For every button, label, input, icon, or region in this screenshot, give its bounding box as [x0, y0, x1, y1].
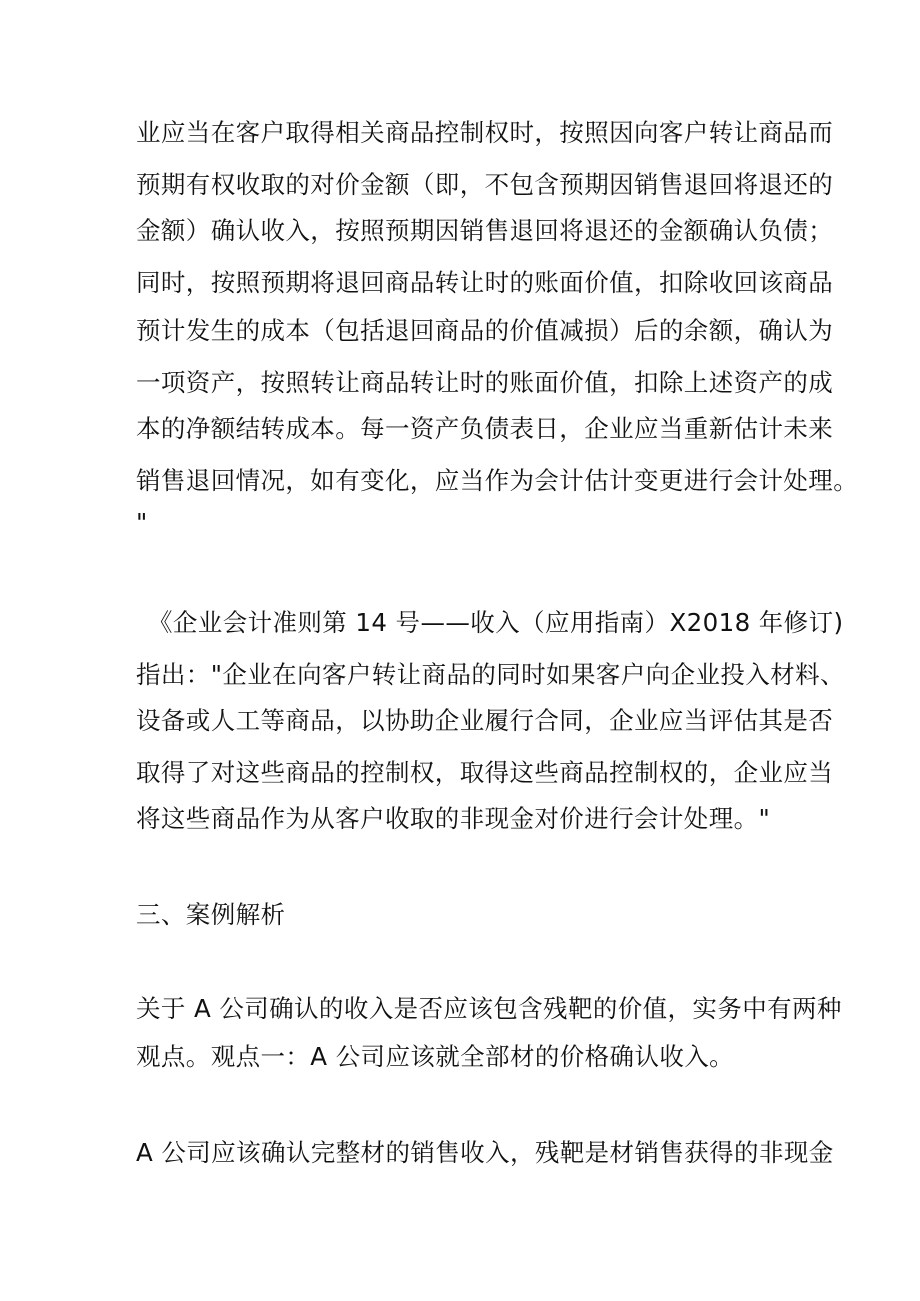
text-line: 预期有权收取的对价金额（即，不包含预期因销售退回将退还的 [136, 170, 834, 199]
text-line: 同时，按照预期将退回商品转让时的账面价值，扣除收回该商品 [136, 268, 834, 297]
text-line: 将这些商品作为从客户收取的非现金对价进行会计处理。" [136, 804, 771, 833]
section-heading: 三、案例解析 [136, 900, 286, 929]
text-line: 《企业会计准则第 14 号——收入（应用指南）X2018 年修订) [148, 608, 844, 637]
text-line: 关于 A 公司确认的收入是否应该包含残靶的价值，实务中有两种 [136, 994, 842, 1023]
text-line: 预计发生的成本（包括退回商品的价值减损）后的余额，确认为 [136, 316, 834, 345]
text-line: 金额）确认收入，按照预期因销售退回将退还的金额确认负债； [136, 216, 834, 245]
text-line: 销售退回情况，如有变化，应当作为会计估计变更进行会计处理。 [136, 466, 859, 495]
text-line: 指出："企业在向客户转让商品的同时如果客户向企业投入材料、 [136, 660, 845, 689]
text-line: " [136, 508, 148, 537]
text-line: A 公司应该确认完整材的销售收入，残靶是材销售获得的非现金 [136, 1138, 834, 1167]
text-line: 本的净额结转成本。每一资产负债表日，企业应当重新估计未来 [136, 414, 834, 443]
text-line: 观点。观点一：A 公司应该就全部材的价格确认收入。 [136, 1042, 735, 1071]
text-line: 设备或人工等商品，以协助企业履行合同，企业应当评估其是否 [136, 706, 834, 735]
text-line: 一项资产，按照转让商品转让时的账面价值，扣除上述资产的成 [136, 368, 834, 397]
text-line: 取得了对这些商品的控制权，取得这些商品控制权的，企业应当 [136, 758, 834, 787]
text-line: 业应当在客户取得相关商品控制权时，按照因向客户转让商品而 [136, 118, 834, 147]
